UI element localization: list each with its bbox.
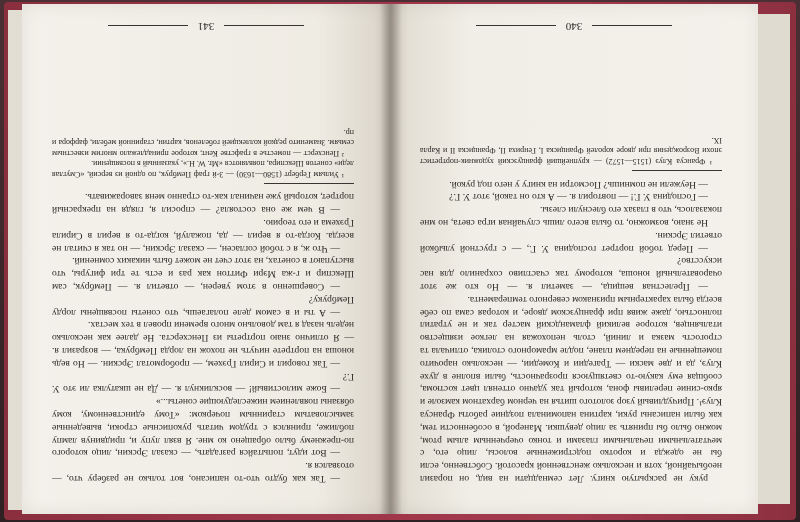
page-number: 341 [197, 20, 215, 32]
paragraph: — Боже милостивый! — воскликнул я. — Да не шкатулка ли это У. Г.? [52, 370, 354, 395]
paragraph: — Так говорил и Сирил Грэхем, — пробормотал Эрскин. — Но ведь юноша на портрете ничуть не похож на лорда Пембрука, — возразил я. — Я отлично знаю портреты из Пенсхерста. Не далее как несколько недель назад я там довольно много времени провел в тех местах. [52, 319, 354, 369]
folio-rule [592, 25, 672, 26]
paragraph: — Совершенно в этом уверен, — ответил я. — Пембрук, сам Шекспир и г-жа Мэри Фиттон как раз и есть те три фигуры, что выступают в сонетах, на этот счет не может быть никаких сомнений. [52, 255, 354, 293]
paragraph: — Прелестная вещица, — заметил я. — Но кто же этот очаровательный юноша, которому так счастливо сохранило для нас искусство? [420, 255, 722, 293]
footnote: ¹ Уильям Герберт (1580—1630) — 3-й граф Пембрук, по одной из версий, «Смуглая леди» сонетов Шекспира, появляются «Mr. W. H.», указанный в посвящении. [52, 159, 354, 179]
right-page [390, 4, 758, 514]
footnote-divider [632, 170, 722, 171]
right-page-text [420, 134, 722, 484]
paragraph: — Неужели не помнишь? Посмотри на книгу у него под рукой. [449, 178, 708, 190]
folio-rule [108, 25, 188, 26]
paragraph: — Вот идут, попытайся разгадать, — сказал Эрскин, лицо которого по-прежнему было обращено ко мне. Я взял лупу и, придвинув лампу поближе, принялся с трудом читать рукописные строки, выведенные замысловатым старинным почерком: «Тому единственному, кому обязаны появлением нижеследующие сонеты...» [52, 396, 354, 459]
paragraph: — Так как будто что-то написано, вот только не разберу что, — отозвался я. [52, 460, 354, 484]
page-number: 340 [565, 20, 583, 32]
right-page-content [390, 4, 758, 514]
paragraph: — В чем же она состояла? — спросил я, глядя на прекрасный портрет, который уже начинал как-то странно меня завораживать. [52, 191, 354, 216]
page-number-right [390, 20, 758, 32]
book-gutter [380, 4, 402, 514]
footnotes [52, 126, 354, 179]
footnote: ² Пенсхерст — поместье в графстве Кент, которое принадлежало многим известным семьям. Знаменито редкой коллекцией гобеленов, картин, старинной мебели, фарфора и пр. [52, 127, 354, 158]
paragraph: — Господина У. Г.! — повторил я. — А кто он такой, этот У. Г.? [449, 191, 708, 203]
folio-rule [224, 25, 304, 26]
footnote-divider [264, 183, 354, 184]
paragraph: — Что ж, я с тобой согласен, — сказал Эрскин, — но так я считал не всегда. Когда-то я верил — да, пожалуй, когда-то я верил в Сирила Грэхема и его теорию. [52, 217, 354, 254]
footnote: ¹ Франсуа Клуэ (1515—1572) — крупнейший французский художник-портретист эпохи Возрождения при дворе королей Франциска I, Генриха II, Франциска II и Карла IX. [420, 135, 722, 166]
page-number-left [22, 20, 390, 32]
left-page [22, 4, 390, 514]
paragraph: Не знаю, возможно, то была всего лишь случайная игра света, но мне показалось, что в глазах его блеснули слезы. [420, 204, 722, 229]
left-page-text [52, 126, 354, 484]
left-page-content [22, 4, 390, 514]
page-stack-right [756, 14, 790, 504]
paragraph: — А ты и в самом деле полагаешь, что сонеты посвящены лорду Пембруку? [52, 293, 354, 318]
folio-rule [476, 25, 556, 26]
footnotes [420, 134, 722, 166]
paragraph: руку не раскрытую книгу. Лет семнадцати на вид, он поразил необычайной, хотя и несколько женственной красотой. Собственно, если бы не одежда и коротко подстриженные волосы, лицо его, с мечтательными печальными глазами и тонко очерченным алым ртом, можно было бы принять за лицо девушки. Манерой, в особенности тем, как были написаны руки, картина напоминала поздние работы Франсуа Клуэ¹. Причудливый узор золотого шитья на черном бархатном камзоле и ярко-синие переливы фона, который так удачно оттенял цвет костюма, сообщая ему какую-то светящуюся прозрачность, были вполне в духе Клуэ, да и две маски — Трагедии и Комедии, — несколько нарочито помещенные на переднем плане, подле мраморного столика, отличала та строгость мазка и линий, столь непохожая на легкое изящество итальянцев, которое великий фламандский мастер так и не утратил полностью, даже живя при французском дворе, и которая сама по себе всегда была характерным признаком северного темперамента. [420, 293, 722, 484]
paragraph: — Перед тобой портрет господина У. Г., — с грустной улыбкой ответил Эрскин. [420, 229, 722, 254]
